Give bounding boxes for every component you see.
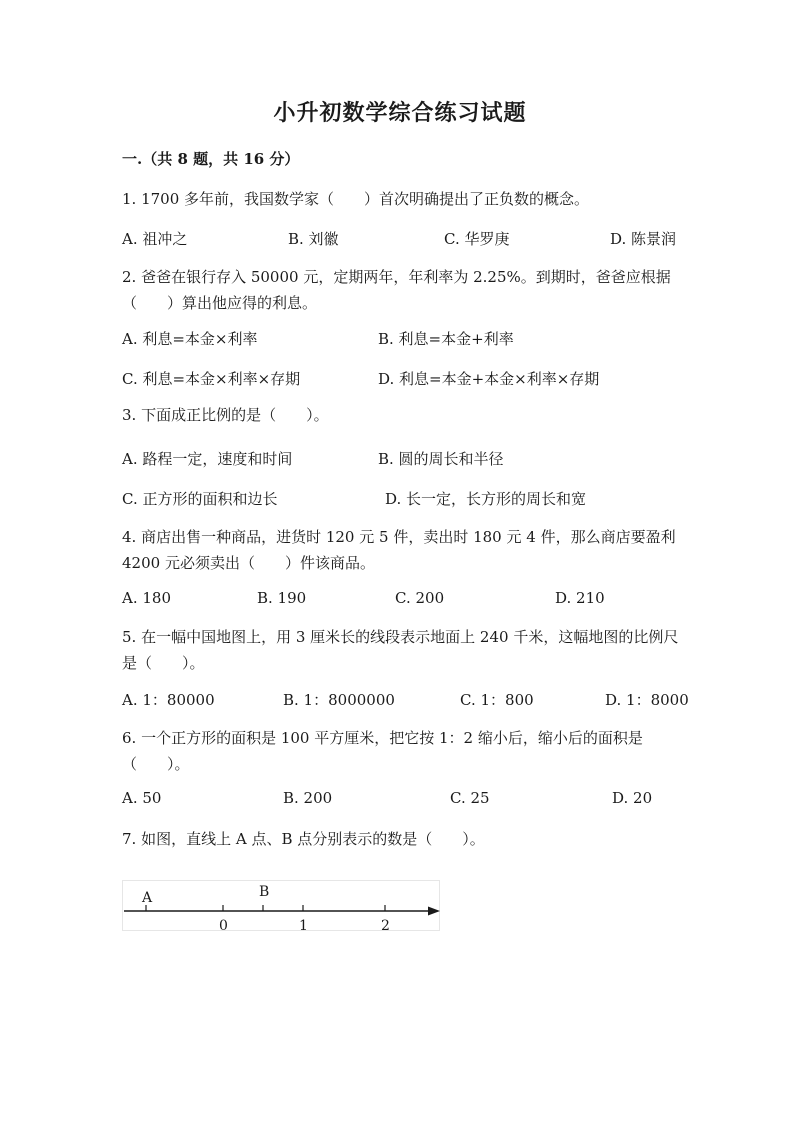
q3-option-a[interactable]: A. 路程一定，速度和时间: [122, 450, 293, 468]
q4-option-b[interactable]: B. 190: [257, 589, 307, 607]
question-7: 7. 如图，直线上 A 点、B 点分别表示的数是（ ）。: [122, 830, 485, 848]
question-2: 2. 爸爸在银行存入 50000 元，定期两年，年利率为 2.25%。到期时，爸爸应根据（ ）算出他应得的利息。: [122, 268, 671, 312]
q3-option-c[interactable]: C. 正方形的面积和边长: [122, 490, 278, 508]
q5-option-d[interactable]: D. 1：8000: [605, 691, 689, 709]
q5-option-b[interactable]: B. 1：8000000: [283, 691, 395, 709]
q6-option-b[interactable]: B. 200: [283, 789, 333, 807]
q4-option-a[interactable]: A. 180: [122, 589, 171, 607]
number-line-svg: [122, 880, 442, 932]
question-1: 1. 1700 多年前，我国数学家（ ）首次明确提出了正负数的概念。: [122, 190, 590, 208]
section-heading: 一.（共 8 题，共 16 分）: [122, 150, 300, 168]
q1-option-c[interactable]: C. 华罗庚: [444, 230, 510, 248]
q1-option-b[interactable]: B. 刘徽: [288, 230, 339, 248]
q6-option-d[interactable]: D. 20: [612, 789, 653, 807]
number-line-figure: [122, 880, 442, 932]
point-label-a: A: [142, 890, 153, 906]
q1-option-d[interactable]: D. 陈景润: [610, 230, 677, 248]
number-line-arrow: [428, 907, 440, 916]
q5-option-c[interactable]: C. 1：800: [460, 691, 534, 709]
q3-option-b[interactable]: B. 圆的周长和半径: [378, 450, 504, 468]
question-6: 6. 一个正方形的面积是 100 平方厘米，把它按 1：2 缩小后，缩小后的面积是（ ）。: [122, 729, 643, 773]
q5-option-a[interactable]: A. 1：80000: [122, 691, 215, 709]
q1-option-a[interactable]: A. 祖冲之: [122, 230, 188, 248]
q6-option-c[interactable]: C. 25: [450, 789, 490, 807]
tick-label-2: 2: [381, 918, 390, 932]
question-5: 5. 在一幅中国地图上，用 3 厘米长的线段表示地面上 240 千米，这幅地图的比例尺是（ ）。: [122, 628, 679, 672]
q2-option-d[interactable]: D. 利息=本金+本金×利率×存期: [378, 370, 600, 388]
q3-option-d[interactable]: D. 长一定，长方形的周长和宽: [385, 490, 587, 508]
tick-label-0: 0: [219, 918, 228, 932]
tick-label-1: 1: [299, 918, 308, 932]
q4-option-c[interactable]: C. 200: [395, 589, 445, 607]
q6-option-a[interactable]: A. 50: [122, 789, 162, 807]
point-label-b: B: [259, 884, 270, 900]
q2-option-b[interactable]: B. 利息=本金+利率: [378, 330, 514, 348]
question-4: 4. 商店出售一种商品，进货时 120 元 5 件，卖出时 180 元 4 件，那么商店要盈利 4200 元必须卖出（ ）件该商品。: [122, 528, 676, 572]
page-title: 小升初数学综合练习试题: [273, 100, 527, 126]
q4-option-d[interactable]: D. 210: [555, 589, 605, 607]
question-3: 3. 下面成正比例的是（ ）。: [122, 406, 329, 424]
q2-option-c[interactable]: C. 利息=本金×利率×存期: [122, 370, 301, 388]
q2-option-a[interactable]: A. 利息=本金×利率: [122, 330, 258, 348]
